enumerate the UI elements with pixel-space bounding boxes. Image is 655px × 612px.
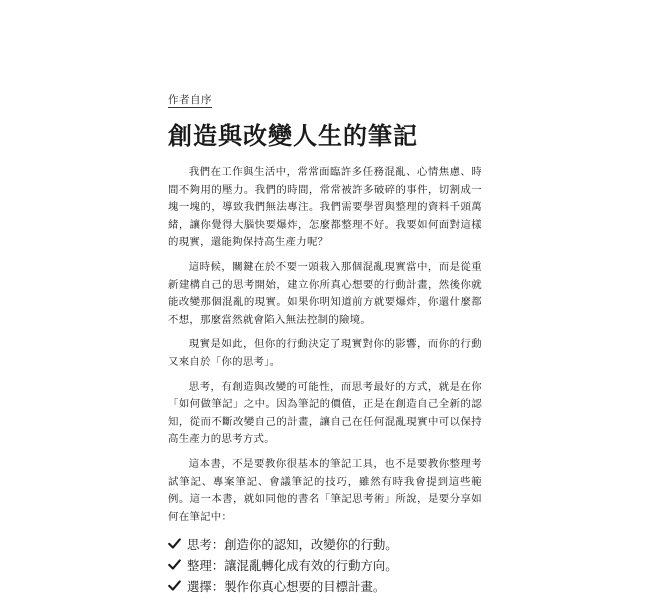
book-page [168, 88, 482, 612]
check-icon [168, 558, 181, 571]
checklist-item-text: 整理：讓混亂轉化成有效的行動方向。 [187, 557, 398, 573]
page-title: 創造與改變人生的筆記 [168, 122, 418, 150]
paragraph-1: 我們在工作與生活中，常常面臨許多任務混亂、心情焦慮、時間不夠用的壓力。我們的時間，常常被許多破碎的事件，切割成一塊一塊的，導致我們無法專注。我們需要學習與整理的資料千頭萬緒，讓你覺得大腦快要爆炸，怎麼都整理不好。我要如何面對這樣的現實，還能夠保持高生產力呢？ [168, 166, 482, 249]
paragraph-4: 思考，有創造與改變的可能性，而思考最好的方式，就是在你「如何做筆記」之中。因為筆記的價值，正是在創造自己全新的認知，從而不斷改變自己的計畫，讓自己在任何混亂現實中可以保持高生產力的思考方式。 [168, 380, 482, 446]
paragraph-2: 這時候，關鍵在於不要一頭栽入那個混亂現實當中，而是從重新建構自己的思考開始，建立你所真心想要的行動計畫，然後你就能改變那個混亂的現實。如果你明知道前方就要爆炸，你還什麼都不想，那麼當然就會陷入無法控制的險境。 [168, 260, 482, 326]
checklist-item [168, 554, 482, 575]
section-label: 作者自序 [168, 94, 212, 106]
checklist-item [168, 533, 482, 554]
checklist-item-text: 思考：創造你的認知，改變你的行動。 [187, 536, 398, 552]
checklist [168, 533, 482, 596]
checklist-item-text: 選擇：製作你真心想要的目標計畫。 [187, 578, 386, 594]
paragraph-5: 這本書，不是要教你很基本的筆記工具，也不是要教你整理考試筆記、專案筆記、會議筆記的技巧，雖然有時我會提到這些範例。這一本書，就如同他的書名「筆記思考術」所說，是要分享如何在筆記中： [168, 457, 482, 523]
check-icon [168, 537, 181, 550]
checklist-item [168, 575, 482, 596]
body-text [168, 164, 482, 526]
paragraph-3: 現實是如此，但你的行動決定了現實對你的影響，而你的行動又來自於「你的思考」。 [168, 338, 482, 368]
check-icon [168, 579, 181, 592]
